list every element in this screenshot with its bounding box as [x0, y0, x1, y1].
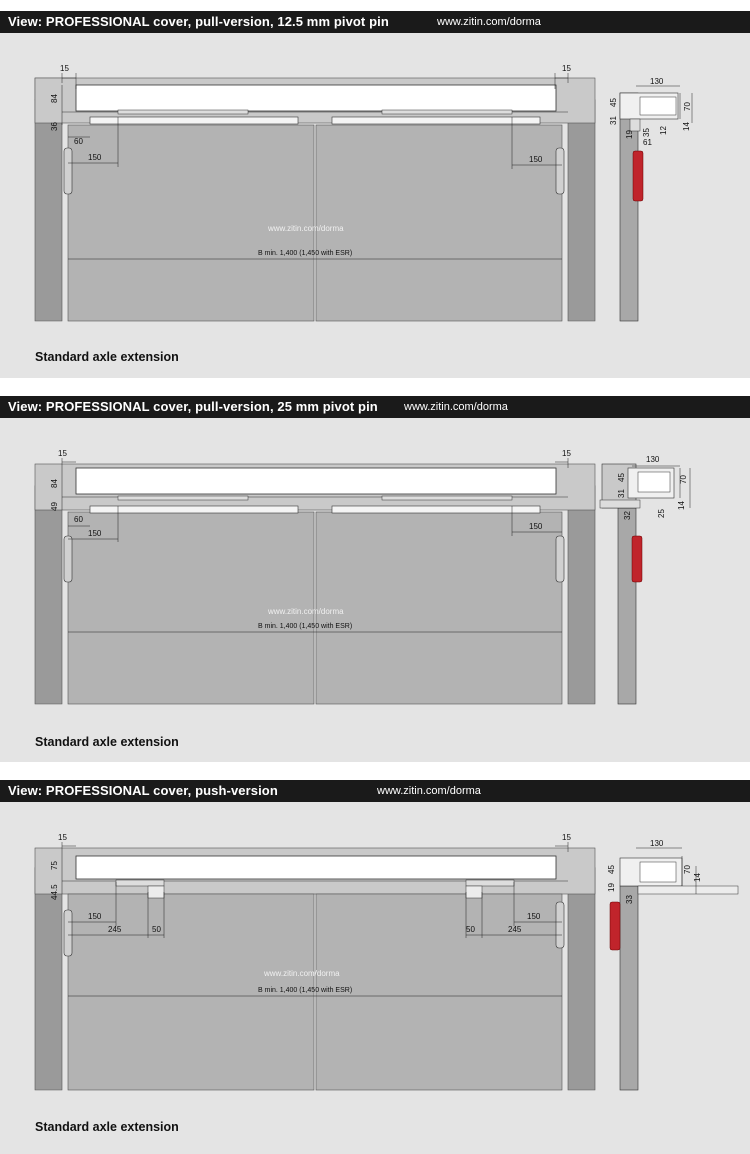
- dim-label: 84: [50, 94, 59, 103]
- frame-right-reveal: [568, 868, 595, 1090]
- slide-rail-right: [332, 117, 540, 124]
- dim-label: 33: [625, 895, 634, 904]
- hinge-right: [556, 536, 564, 582]
- side-door-closer-red: [632, 536, 642, 582]
- dim-label: 245: [508, 925, 522, 934]
- watermark: www.zitin.com/dorma: [268, 224, 344, 233]
- drawing-panel: [0, 802, 750, 1154]
- section-url: www.zitin.com/dorma: [404, 401, 508, 413]
- side-arm: [600, 500, 640, 508]
- dim-label: 130: [650, 839, 664, 848]
- arm-left: [116, 880, 164, 886]
- width-label: B min. 1,400 (1,450 with ESR): [258, 623, 353, 630]
- front-and-side-drawing: [0, 33, 750, 378]
- dim-label: 15: [60, 64, 69, 73]
- dim-label: 60: [74, 137, 83, 146]
- arm-right: [382, 496, 512, 500]
- dim-label: 75: [50, 861, 59, 870]
- dim-label: 31: [609, 116, 618, 125]
- section-url: www.zitin.com/dorma: [377, 785, 481, 797]
- dim-label: 84: [50, 479, 59, 488]
- side-closer-body: [638, 472, 670, 492]
- section-title: View: PROFESSIONAL cover, pull-version, 25 mm pivot pin: [8, 399, 378, 414]
- hinge-left: [64, 910, 72, 956]
- dim-label: 70: [683, 865, 692, 874]
- watermark: www.zitin.com/dorma: [264, 969, 340, 978]
- dim-label: 35: [642, 128, 651, 137]
- frame-right-reveal: [568, 100, 595, 321]
- side-closer-body: [640, 97, 676, 115]
- door-leaf-right: [316, 512, 562, 704]
- dim-label: 150: [88, 153, 102, 162]
- dim-label: 15: [562, 833, 571, 842]
- dim-label: 14: [693, 873, 702, 882]
- arm-right: [382, 110, 512, 114]
- width-label: B min. 1,400 (1,450 with ESR): [258, 987, 353, 994]
- dim-label: 61: [643, 138, 652, 147]
- drawing-panel: [0, 418, 750, 762]
- dim-label: 12: [659, 126, 668, 135]
- section-header: [0, 396, 750, 418]
- dim-label: 31: [617, 489, 626, 498]
- closer-cover: [76, 85, 556, 111]
- arm-left: [118, 110, 248, 114]
- slide-rail-left: [90, 117, 298, 124]
- watermark: www.zitin.com/dorma: [268, 607, 344, 616]
- dim-label: 14: [682, 122, 691, 131]
- closer-cover: [76, 468, 556, 494]
- dim-label: 32: [623, 511, 632, 520]
- dim-label: 70: [679, 475, 688, 484]
- slide-rail-left: [90, 506, 298, 513]
- dim-label: 130: [646, 455, 660, 464]
- dim-label: 15: [562, 449, 571, 458]
- frame-left-reveal: [35, 100, 62, 321]
- dim-label: 15: [562, 64, 571, 73]
- dim-label: 150: [529, 155, 543, 164]
- dim-label: 49: [50, 502, 59, 511]
- arm-right: [466, 880, 514, 886]
- arm-shoe-left: [148, 886, 164, 898]
- side-door-closer-red: [610, 902, 620, 950]
- side-door-closer-red: [633, 151, 643, 201]
- dim-label: 15: [58, 833, 67, 842]
- dim-label: 60: [74, 515, 83, 524]
- dim-label: 50: [152, 925, 161, 934]
- hinge-left: [64, 148, 72, 194]
- dim-label: 150: [88, 529, 102, 538]
- section-url: www.zitin.com/dorma: [437, 16, 541, 28]
- caption: Standard axle extension: [35, 735, 179, 749]
- section-header: [0, 11, 750, 33]
- side-closer-body: [640, 862, 676, 882]
- dim-label: 45: [609, 98, 618, 107]
- dim-label: 36: [50, 122, 59, 131]
- dim-label: 19: [625, 130, 634, 139]
- closer-cover: [76, 856, 556, 879]
- side-wall: [620, 886, 638, 1090]
- frame-right-reveal: [568, 486, 595, 704]
- dim-label: 50: [466, 925, 475, 934]
- arm-shoe-right: [466, 886, 482, 898]
- door-leaf-right: [316, 894, 562, 1090]
- dim-label: 130: [650, 77, 664, 86]
- width-label: B min. 1,400 (1,450 with ESR): [258, 250, 353, 257]
- dim-label: 150: [88, 912, 102, 921]
- hinge-right: [556, 148, 564, 194]
- side-arm: [630, 119, 640, 131]
- slide-rail-right: [332, 506, 540, 513]
- dim-label: 45: [617, 473, 626, 482]
- dim-label: 25: [657, 509, 666, 518]
- arm-left: [118, 496, 248, 500]
- dim-label: 70: [683, 102, 692, 111]
- dim-label: 150: [527, 912, 541, 921]
- frame-left-reveal: [35, 486, 62, 704]
- dim-label: 19: [607, 883, 616, 892]
- section-title: View: PROFESSIONAL cover, pull-version, 12.5 mm pivot pin: [8, 14, 389, 29]
- door-leaf-right: [316, 125, 562, 321]
- dim-label: 150: [529, 522, 543, 531]
- dim-label: 44.5: [50, 884, 59, 900]
- hinge-left: [64, 536, 72, 582]
- door-leaf-left: [68, 125, 314, 321]
- dim-label: 14: [677, 501, 686, 510]
- side-arm: [638, 886, 738, 894]
- front-and-side-drawing: [0, 418, 750, 762]
- frame-left-reveal: [35, 868, 62, 1090]
- drawing-panel: [0, 33, 750, 378]
- hinge-right: [556, 902, 564, 948]
- dim-label: 245: [108, 925, 122, 934]
- dim-label: 45: [607, 865, 616, 874]
- dim-label: 15: [58, 449, 67, 458]
- section-title: View: PROFESSIONAL cover, push-version: [8, 783, 278, 798]
- caption: Standard axle extension: [35, 1120, 179, 1134]
- section-header: [0, 780, 750, 802]
- caption: Standard axle extension: [35, 350, 179, 364]
- front-and-side-drawing: [0, 802, 750, 1154]
